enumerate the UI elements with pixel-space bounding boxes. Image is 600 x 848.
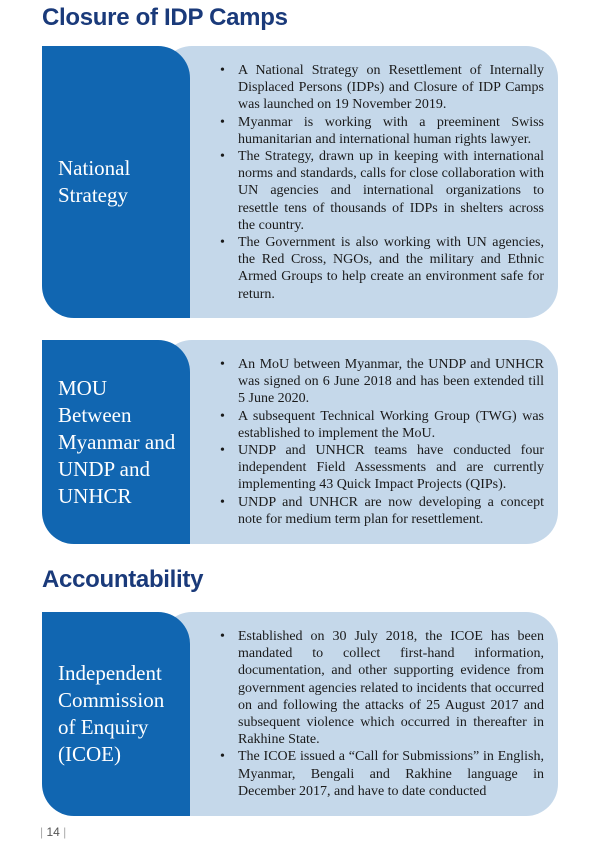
block-label [42, 340, 190, 544]
bullet-item: • An MoU between Myanmar, the UNDP and UNHCR was signed on 6 June 2018 and has been extended till 5 June 2020. [220, 356, 544, 408]
section-heading-accountability: Accountability [42, 566, 204, 593]
block-label [42, 612, 190, 816]
bullet-item: • A National Strategy on Resettlement of Internally Displaced Persons (IDPs) and Closure of IDP Camps was launched on 19 November 2019. [220, 62, 544, 114]
bullet-item: • The Strategy, drawn up in keeping with international norms and standards, calls for close collaboration with UN agencies and international organizations to resettle tens of thousands of IDPs in shelters across the country. [220, 148, 544, 234]
page-number-text: 14 [46, 825, 60, 839]
bullet-item: • The ICOE issued a “Call for Submissions” in English, Myanmar, Bengali and Rakhine language in December 2017, and have to date conducted [220, 748, 544, 800]
bullet-list [220, 62, 544, 303]
block-label-text: MOU Between Myanmar and UNDP and UNHCR [58, 375, 176, 508]
info-block-national-strategy [42, 46, 558, 318]
bullet-item: • The Government is also working with UN agencies, the Red Cross, NGOs, and the military and Ethnic Armed Groups to help create an environment safe for return. [220, 234, 544, 303]
bullet-item: • UNDP and UNHCR are now developing a concept note for medium term plan for resettlement. [220, 494, 544, 528]
divider: | [40, 825, 44, 839]
bullet-item: • UNDP and UNHCR teams have conducted four independent Field Assessments and are currently implementing 43 Quick Impact Projects (QIPs). [220, 442, 544, 494]
block-label-text: National Strategy [58, 156, 131, 207]
bullet-list [220, 356, 544, 528]
bullet-item: • Established on 30 July 2018, the ICOE has been mandated to collect first-hand information, documentation, and other supporting evidence from government agencies related to incidents that occurred on and following the attacks of 25 August 2017 and subsequent violence which occurred in thereafter in Rakhine State. [220, 628, 544, 748]
section-heading-closure: Closure of IDP Camps [42, 4, 288, 31]
info-block-mou [42, 340, 558, 544]
bullet-item: • Myanmar is working with a preeminent Swiss humanitarian and international human rights lawyer. [220, 114, 544, 148]
block-label [42, 46, 190, 318]
block-label-text: Independent Commission of Enquiry (ICOE) [58, 661, 165, 766]
info-block-icoe [42, 612, 558, 816]
bullet-list [220, 628, 544, 800]
page-number [40, 825, 66, 839]
divider: | [63, 825, 67, 839]
bullet-item: • A subsequent Technical Working Group (TWG) was established to implement the MoU. [220, 408, 544, 442]
